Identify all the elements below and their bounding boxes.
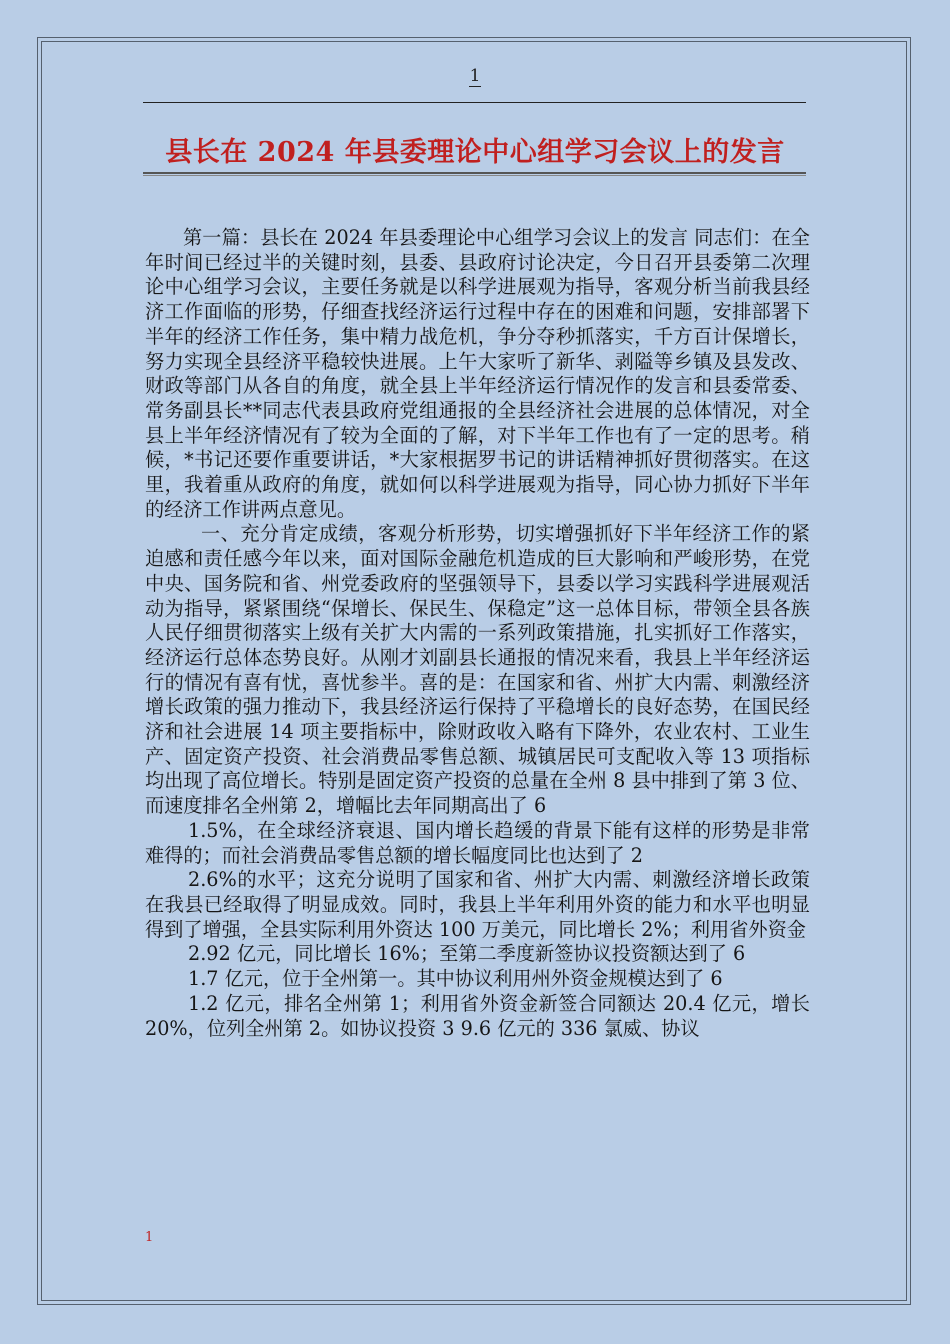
footer-page-number: 1 xyxy=(145,1230,154,1245)
header-page-number xyxy=(0,66,950,86)
paragraph-new-agreements: 1.7 亿元，位于全州第一。其中协议利用州外资金规模达到了 6 xyxy=(188,967,723,991)
paragraph-provincial-funds: 2.92 亿元，同比增长 16%；至第二季度新签协议投资额达到了 6 xyxy=(188,942,746,966)
document-title: 县长在 2024 年县委理论中心组学习会议上的发言 xyxy=(165,137,785,168)
paragraph-agreement-scale: 1.2 亿元，排名全州第 1；利用省外资金新签合同额达 20.4 亿元，增长 20%，位列全州第 2。如协议投资 3 9.6 亿元的 336 氯威、协议 xyxy=(145,991,810,1040)
paragraph-section-one: 一、充分肯定成绩，客观分析形势，切实增强抓好下半年经济工作的紧迫感和责任感今年以来，面对国际金融危机造成的巨大影响和严峻形势，在党中央、国务院和省、州党委政府的坚强领导下，县委以学习实践科学进展观活动为指导，紧紧围绕“保增长、保民生、保稳定”这一总体目标，带领全县各族人民仔细贯彻落实上级有关扩大内需的一系列政策措施，扎实抓好工作落实，经济运行总体态势良好。从刚才刘副县长通报的情况来看，我县上半年经济运行的情况有喜有忧，喜忧参半。喜的是：在国家和省、州扩大内需、刺激经济增长政策的强力推动下，我县经济运行保持了平稳增长的良好态势，在国民经济和社会进展 14 项主要指标中，除财政收入略有下降外，农业农村、工业生产、固定资产投资、社会消费品零售总额、城镇居民可支配收入等 13 项指标均出现了高位增长。特别是固定资产投资的总量在全州 8 县中排到了第 3 位、而速度排名全州第 2，增幅比去年同期高出了 6 xyxy=(145,522,810,818)
paragraph-intro: 第一篇：县长在 2024 年县委理论中心组学习会议上的发言 同志们：在全年时间已经过半的关键时刻，县委、县政府讨论决定，今日召开县委第二次理论中心组学习会议，主要任务就是以科学进展观为指导，客观分析当前我县经济工作面临的形势，仔细查找经济运行过程中存在的困难和问题，安排部署下半年的经济工作任务，集中精力战危机，争分夺秒抓落实，千方百计保增长，努力实现全县经济平稳较快进展。上午大家听了新华、剥隘等乡镇及县发改、财政等部门从各自的角度，就全县上半年经济运行情况作的发言和县委常委、常务副县长**同志代表县政府党组通报的全县经济社会进展的总体情况，对全县上半年经济情况有了较为全面的了解，对下半年工作也有了一定的思考。稍候，*书记还要作重要讲话，*大家根据罗书记的讲话精神抓好贯彻落实。在这里，我着重从政府的角度，就如何以科学进展观为指导，同心协力抓好下半年的经济工作讲两点意见。 xyxy=(145,226,810,521)
header-rule xyxy=(143,102,806,103)
document-body xyxy=(145,226,810,1041)
header-page-number-text: 1 xyxy=(469,66,481,86)
paragraph-retail-growth: 2.6%的水平；这充分说明了国家和省、州扩大内需、刺激经济增长政策在我县已经取得了明显成效。同时，我县上半年利用外资的能力和水平也明显得到了增强，全县实际利用外资达 100 万美元，同比增长 2%；利用省外资金 xyxy=(145,868,810,941)
paragraph-investment-growth: 1.5%，在全球经济衰退、国内增长趋缓的背景下能有这样的形势是非常难得的；而社会消费品零售总额的增长幅度同比也达到了 2 xyxy=(145,818,810,867)
title-rule xyxy=(143,172,806,176)
